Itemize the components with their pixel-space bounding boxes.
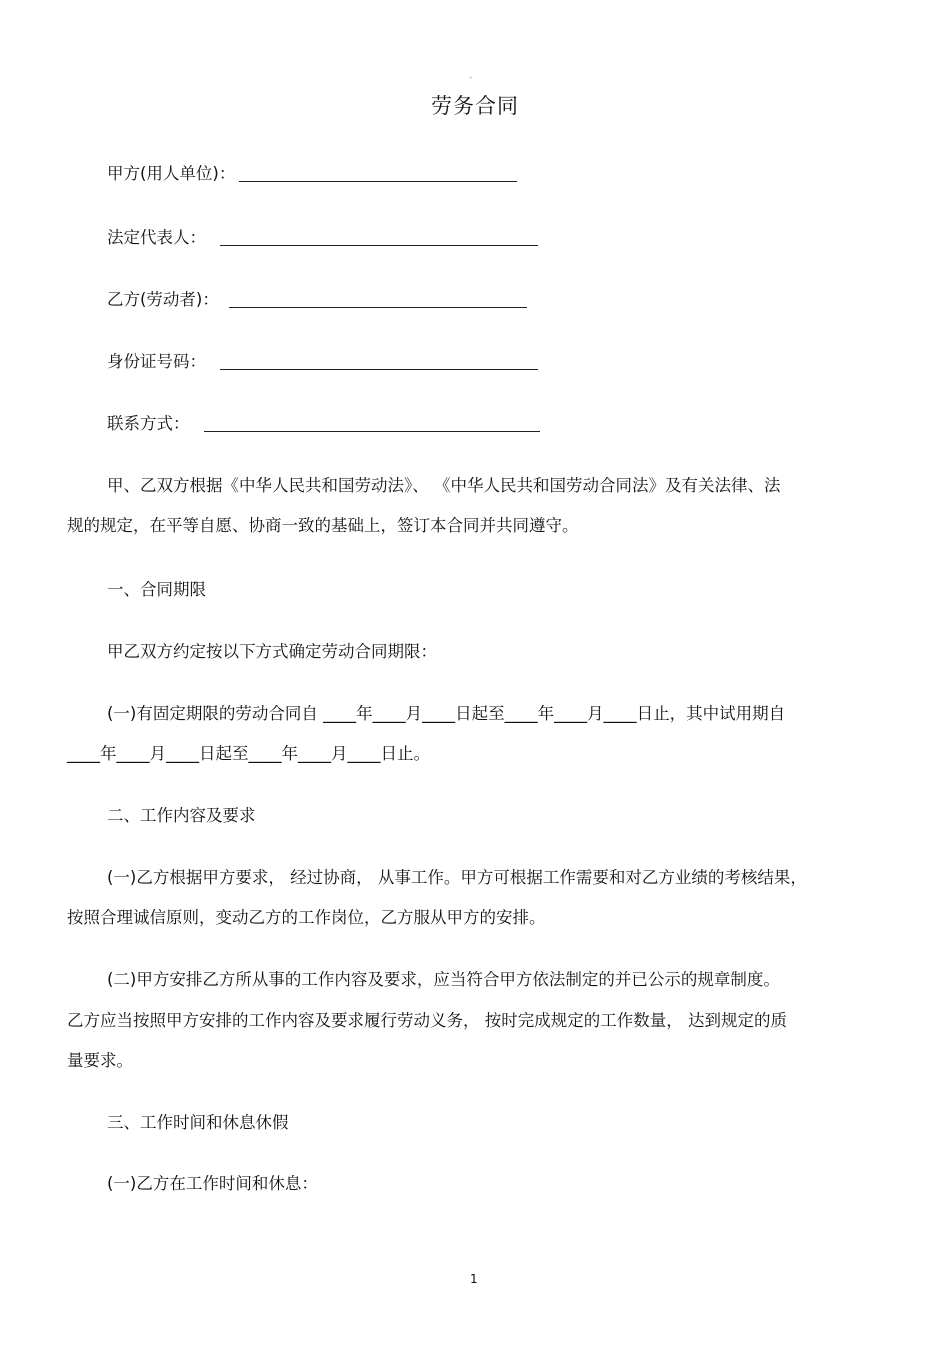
field-legal-rep [107, 224, 538, 248]
section-2-item-2-line-2: 乙方应当按照甲方安排的工作内容及要求履行劳动义务， 按时完成规定的工作数量， 达到规定的质 [67, 1011, 787, 1030]
section-2-item-1-line-1: (一)乙方根据甲方要求， 经过协商， 从事工作。甲方可根据工作需要和对乙方业绩的考核结果， [107, 868, 807, 887]
field-label: 甲方(用人单位)： [107, 164, 236, 183]
section-1-term-line-2: ____年____月____日起至____年____月____日止。 [67, 744, 430, 763]
field-contact [107, 410, 540, 434]
section-3-item-1: (一)乙方在工作时间和休息： [107, 1174, 318, 1193]
header-mark: 。 [469, 71, 479, 81]
field-label: 法定代表人： [107, 228, 206, 247]
section-1-heading: 一、合同期限 [107, 580, 206, 599]
intro-line-1: 甲、乙双方根据《中华人民共和国劳动法》、 《中华人民共和国劳动合同法》及有关法律、法 [107, 476, 781, 495]
section-2-item-2-line-3: 量要求。 [67, 1051, 133, 1070]
blank-line [220, 368, 538, 370]
blank-line [229, 306, 527, 308]
blank-line [239, 180, 517, 182]
blank-line [220, 244, 538, 246]
section-1-paragraph: 甲乙双方约定按以下方式确定劳动合同期限： [107, 642, 437, 661]
field-label: 乙方(劳动者)： [107, 290, 219, 309]
section-1-term-line-1: (一)有固定期限的劳动合同自 ____年____月____日起至____年____月____日止，其中试用期自 [107, 704, 786, 723]
field-employee [107, 286, 527, 310]
field-label: 联系方式： [107, 414, 190, 433]
section-2-item-2-line-1: (二)甲方安排乙方所从事的工作内容及要求，应当符合甲方依法制定的并已公示的规章制度。 [107, 970, 780, 989]
intro-line-2: 规的规定，在平等自愿、协商一致的基础上，签订本合同并共同遵守。 [67, 516, 579, 535]
section-2-item-1-line-2: 按照合理诚信原则，变动乙方的工作岗位，乙方服从甲方的安排。 [67, 908, 546, 927]
page-number: 1 [470, 1272, 478, 1286]
field-id-number [107, 348, 538, 372]
field-label: 身份证号码： [107, 352, 206, 371]
blank-line [204, 430, 540, 432]
section-2-heading: 二、工作内容及要求 [107, 806, 256, 825]
document-title: 劳务合同 [431, 94, 519, 118]
section-3-heading: 三、工作时间和休息休假 [107, 1113, 289, 1132]
field-employer [107, 160, 517, 184]
